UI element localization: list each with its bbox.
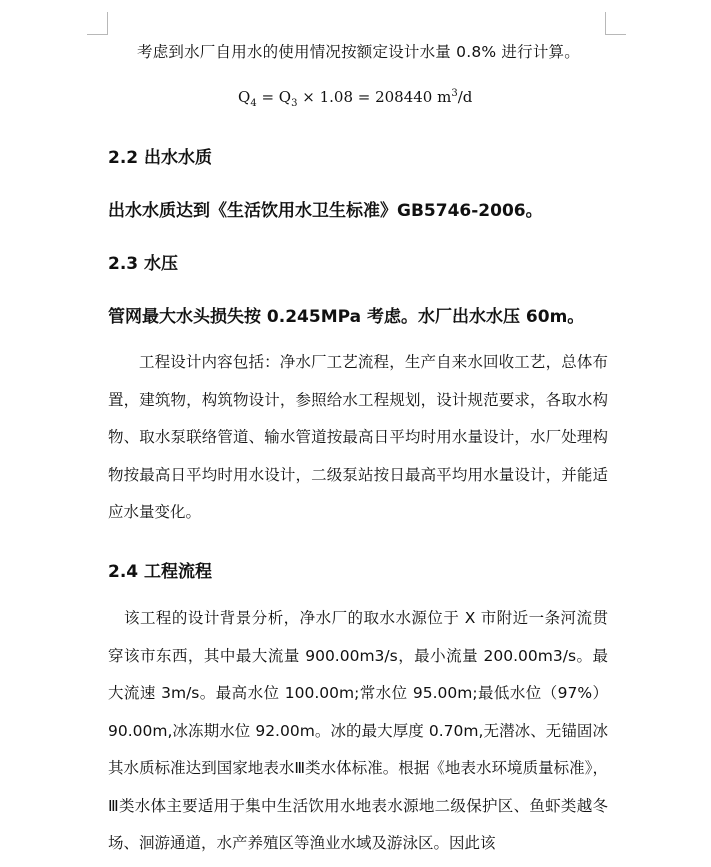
section-title: 工程流程 xyxy=(144,562,213,582)
process-paragraph xyxy=(108,600,608,863)
section-number: 2.4 xyxy=(108,562,139,582)
section-heading-2-4 xyxy=(108,557,212,582)
section-heading-2-2 xyxy=(108,143,212,168)
formula-rhs-sub: 3 xyxy=(291,98,298,109)
flow-formula: $Q_4 = Q_3 \times 1.08 = 208440$ $m^3/d$ xyxy=(238,88,473,109)
section-heading-2-3 xyxy=(108,249,178,274)
page-corner-mark-right xyxy=(605,12,626,35)
formula-sup: 3 xyxy=(451,88,458,99)
water-quality-statement: 出水水质达到《生活饮用水卫生标准》GB5746-2006。 xyxy=(108,201,543,221)
section-number: 2.3 xyxy=(108,254,139,274)
intro-paragraph: 考虑到水厂自用水的使用情况按额定设计水量 0.8% 进行计算。 xyxy=(137,43,580,61)
section-number: 2.2 xyxy=(108,148,139,168)
formula-rhs: Q xyxy=(278,88,292,106)
page-corner-mark-left xyxy=(87,12,108,35)
process-text: 该工程的设计背景分析，净水厂的取水水源位于 X 市附近一条河流贯穿该市东西，其中最大流量 900.00m3/s，最小流量 200.00m3/s。最大流速 3m/s。最高水位 100.00m;常水位 95.00m;最低水位（97%）90.00m,冰冻期水位 92.00m。冰的最大厚度 0.70m,无潜冰、无锚固冰其水质标准达到国家地表水Ⅲ类水体标准。根据《地表水环境质量标准》，Ⅲ类水体主要适用于集中生活饮用水地表水源地二级保护区、鱼虾类越冬场、洄游通道，水产养殖区等渔业水域及游泳区。因此该 xyxy=(108,609,608,852)
formula-lhs-sub: 4 xyxy=(250,98,257,109)
design-content-paragraph xyxy=(108,344,608,532)
water-pressure-statement: 管网最大水头损失按 0.245MPa 考虑。水厂出水水压 60m。 xyxy=(108,307,585,327)
formula-op: × 1.08 = 208440 m xyxy=(297,88,452,106)
section-title: 水压 xyxy=(144,254,179,274)
design-content-text: 工程设计内容包括：净水厂工艺流程，生产自来水回收工艺，总体布置，建筑物，构筑物设计，参照给水工程规划，设计规范要求，各取水构物、取水泵联络管道、输水管道按最高日平均时用水量设计，水厂处理构物按最高日平均时用水设计，二级泵站按日最高平均用水量设计，并能适应水量变化。 xyxy=(108,353,608,521)
formula-unit: /d xyxy=(457,88,473,106)
formula-lhs: Q xyxy=(238,88,251,106)
section-title: 出水水质 xyxy=(144,148,213,168)
